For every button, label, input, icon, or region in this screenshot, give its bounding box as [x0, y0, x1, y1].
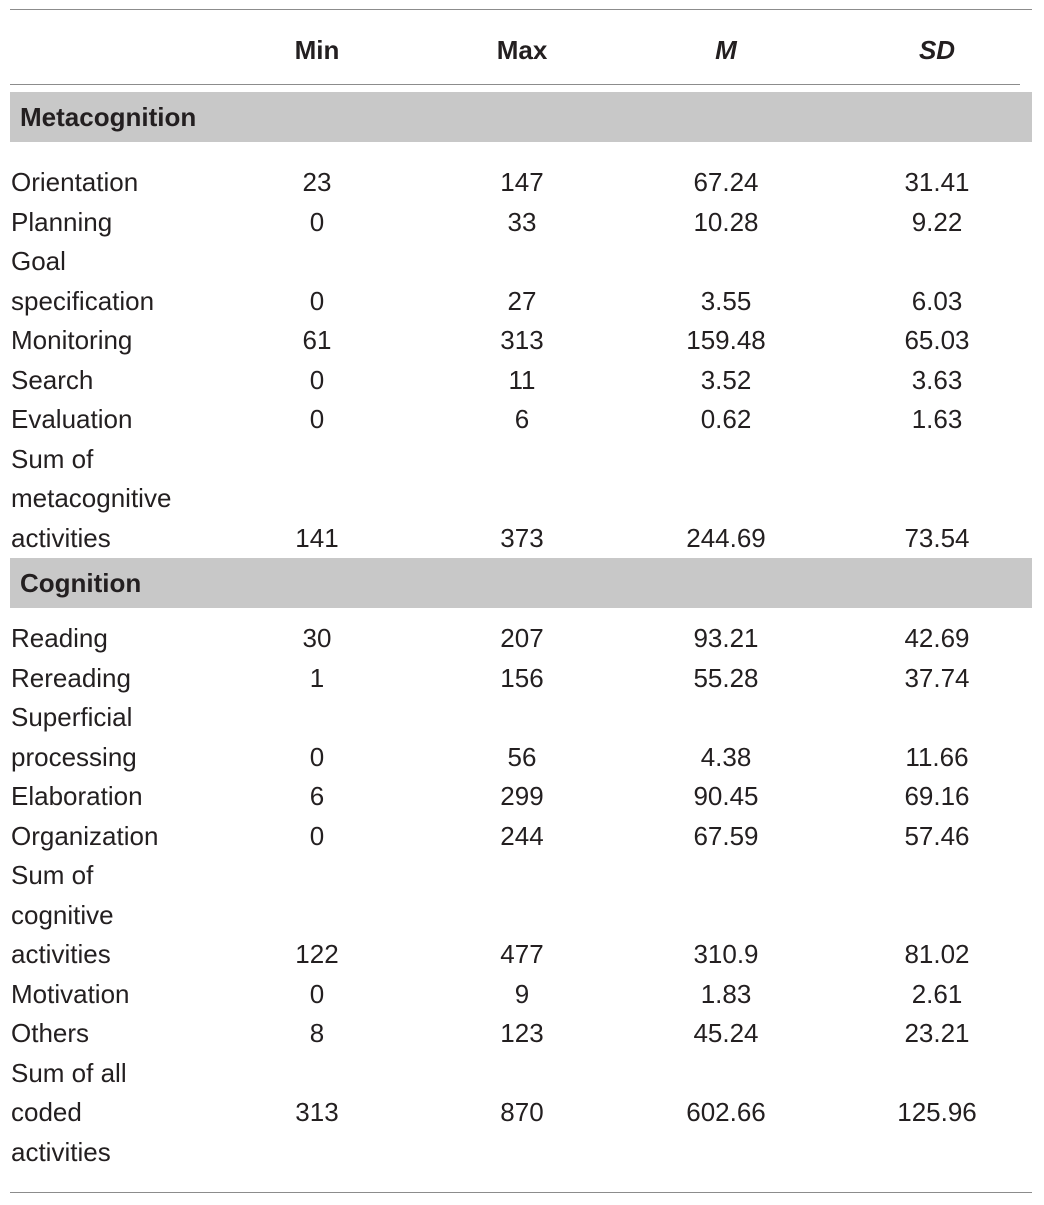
cell-min: 1 — [309, 662, 325, 693]
row-label: Goal — [11, 246, 66, 276]
cell-sd: 6.03 — [911, 285, 963, 316]
cell-mean: 602.66 — [686, 1097, 766, 1127]
table-row — [0, 320, 1044, 360]
cell-min: 122 — [295, 939, 339, 969]
cell-min: 313 — [295, 1097, 339, 1127]
column-header-mean: M — [715, 35, 737, 65]
cell-sd: 2.61 — [911, 978, 963, 1009]
section-header-cognition — [10, 558, 1032, 608]
cell-mean: 310.9 — [693, 939, 759, 969]
table-row-continuation — [0, 518, 1044, 558]
cell-min: 141 — [295, 522, 339, 553]
cell-sd: 37.74 — [904, 662, 970, 693]
cell-mean: 0.62 — [700, 404, 752, 434]
cell-max: 6 — [514, 404, 530, 434]
cell-max: 477 — [500, 939, 544, 969]
cell-mean: 3.55 — [700, 285, 752, 316]
row-label: Reading — [11, 623, 108, 653]
row-label: coded — [11, 1097, 82, 1127]
table-top-rule — [10, 9, 1032, 10]
cell-max: 373 — [500, 522, 544, 553]
cell-min: 0 — [309, 741, 325, 772]
cell-min: 0 — [309, 285, 325, 316]
table-row-continuation — [0, 1092, 1044, 1132]
cell-mean: 159.48 — [686, 325, 766, 355]
table-row — [0, 202, 1044, 242]
row-label: metacognitive — [11, 483, 172, 513]
cell-max: 56 — [507, 741, 537, 772]
table-row — [0, 776, 1044, 816]
cell-mean: 10.28 — [693, 206, 759, 237]
table-row — [0, 162, 1044, 202]
column-header-max: Max — [496, 35, 548, 65]
table-row — [0, 618, 1044, 658]
table-row — [0, 816, 1044, 856]
cell-min: 0 — [309, 364, 325, 395]
cell-sd: 57.46 — [904, 820, 970, 851]
table-row — [0, 1053, 1044, 1093]
cell-mean: 244.69 — [686, 522, 766, 553]
cell-mean: 1.83 — [700, 978, 752, 1009]
row-label: Monitoring — [11, 325, 133, 355]
cell-max: 123 — [500, 1018, 544, 1048]
table-row — [0, 360, 1044, 400]
row-label: Evaluation — [11, 404, 133, 434]
cell-sd: 11.66 — [905, 741, 969, 772]
cell-mean: 93.21 — [693, 623, 759, 653]
row-label: Search — [11, 364, 94, 395]
table-row — [0, 974, 1044, 1014]
row-label: Superficial — [11, 702, 133, 732]
cell-sd: 42.69 — [904, 623, 970, 653]
table-row-continuation — [0, 478, 1044, 518]
cell-min: 6 — [309, 781, 325, 811]
cell-sd: 65.03 — [904, 325, 970, 355]
cell-sd: 125.96 — [897, 1097, 977, 1127]
table-bottom-rule — [10, 1192, 1032, 1193]
column-header-min: Min — [294, 35, 340, 65]
cell-mean: 67.24 — [693, 167, 759, 197]
cell-mean: 45.24 — [693, 1018, 759, 1048]
cell-max: 11 — [508, 364, 536, 395]
row-label: Organization — [11, 820, 159, 851]
cell-max: 9 — [514, 978, 530, 1009]
cell-mean: 67.59 — [693, 820, 759, 851]
cell-sd: 3.63 — [911, 364, 963, 395]
cell-mean: 3.52 — [700, 364, 752, 395]
row-label: Sum of all — [11, 1057, 127, 1088]
row-label: Rereading — [11, 662, 131, 693]
table-row-continuation — [0, 281, 1044, 321]
section-header-metacognition — [10, 92, 1032, 142]
cell-max: 33 — [507, 206, 537, 237]
cell-sd: 9.22 — [911, 206, 963, 237]
row-label: Elaboration — [11, 781, 143, 811]
table-row — [0, 697, 1044, 737]
table-row — [0, 241, 1044, 281]
row-label: activities — [11, 1136, 111, 1167]
table-row — [0, 855, 1044, 895]
row-label: Orientation — [11, 167, 139, 197]
table-row-continuation — [0, 737, 1044, 777]
row-label: activities — [11, 939, 111, 969]
table-row-continuation — [0, 895, 1044, 935]
row-label: specification — [11, 285, 155, 316]
row-label: processing — [11, 741, 137, 772]
cell-max: 156 — [500, 662, 544, 693]
cell-min: 61 — [302, 325, 332, 355]
row-label: Sum of — [11, 443, 94, 474]
cell-max: 27 — [507, 285, 537, 316]
cell-max: 313 — [500, 325, 544, 355]
row-label: cognitive — [11, 899, 114, 930]
cell-min: 0 — [309, 978, 325, 1009]
cell-max: 244 — [500, 820, 544, 851]
table-row — [0, 399, 1044, 439]
column-header-sd: SD — [918, 35, 956, 65]
cell-min: 23 — [302, 167, 332, 197]
cell-min: 0 — [309, 404, 325, 434]
cell-max: 147 — [500, 167, 544, 197]
cell-min: 0 — [309, 206, 325, 237]
cell-sd: 31.41 — [904, 167, 970, 197]
cell-sd: 81.02 — [904, 939, 970, 969]
cell-mean: 4.38 — [700, 741, 752, 772]
row-label: activities — [11, 522, 111, 553]
section-title: Metacognition — [20, 102, 197, 132]
cell-sd: 23.21 — [904, 1018, 970, 1048]
table-row — [0, 1013, 1044, 1053]
cell-min: 0 — [309, 820, 325, 851]
table-row — [0, 658, 1044, 698]
cell-mean: 90.45 — [693, 781, 759, 811]
cell-max: 299 — [500, 781, 544, 811]
row-label: Planning — [11, 206, 113, 237]
cell-min: 30 — [302, 623, 332, 653]
cell-sd: 73.54 — [904, 522, 970, 553]
table-row-continuation — [0, 1132, 1044, 1172]
row-label: Sum of — [11, 860, 94, 890]
cell-min: 8 — [309, 1018, 325, 1048]
row-label: Motivation — [11, 978, 130, 1009]
cell-mean: 55.28 — [693, 662, 759, 693]
table-header — [0, 28, 1044, 72]
table-row-continuation — [0, 934, 1044, 974]
row-label: Others — [11, 1018, 90, 1048]
cell-sd: 69.16 — [904, 781, 970, 811]
cell-max: 207 — [500, 623, 544, 653]
table-row — [0, 439, 1044, 479]
section-title: Cognition — [20, 568, 142, 598]
header-rule — [10, 84, 1020, 85]
cell-max: 870 — [500, 1097, 544, 1127]
cell-sd: 1.63 — [911, 404, 963, 434]
